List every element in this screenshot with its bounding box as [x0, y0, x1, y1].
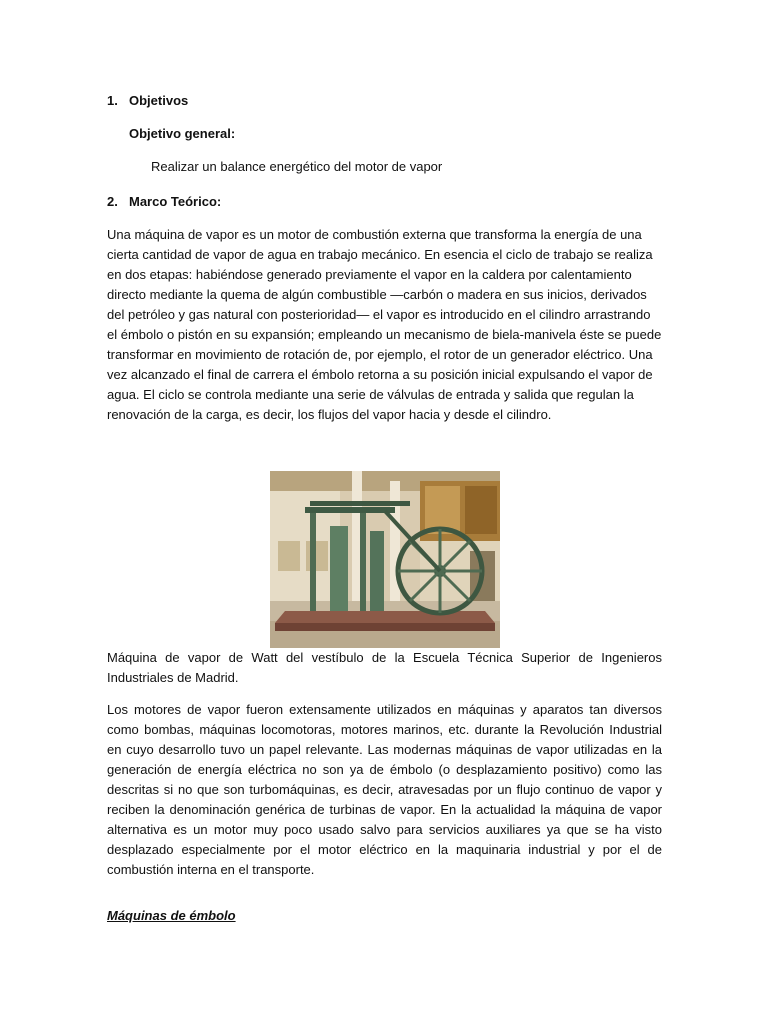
heading-number: 2. — [107, 194, 118, 209]
subheading-objetivo-general: Objetivo general: — [129, 126, 236, 141]
heading-marco-teorico — [107, 192, 221, 212]
section-title-maquinas-de-embolo: Máquinas de émbolo — [107, 908, 236, 923]
intro-paragraph — [107, 225, 662, 425]
objetivo-general-text: Realizar un balance energético del motor de vapor — [151, 159, 443, 174]
heading-objetivos — [107, 91, 188, 111]
paragraph-text: Los motores de vapor fueron extensamente utilizados en máquinas y aparatos tan diversos como bombas, máquinas locomotoras, motores marinos, etc. durante la Revolución Industrial en cuyo desarrollo tuvo un papel relevante. Las modernas máquinas de vapor utilizadas en la generación de energía eléctrica no son ya de émbolo (o desplazamiento positivo) como las descritas si no que son turbomáquinas, es decir, atravesadas por un flujo continuo de vapor y reciben la denominación genérica de turbinas de vapor. En la actualidad la máquina de vapor alternativa es un motor muy poco usado salvo para servicios auxiliares ya que se ha visto desplazado especialmente por el motor eléctrico en la maquinaria industrial y por el de combustión interna en el transporte. — [107, 702, 662, 877]
steam-engine-photo — [270, 471, 500, 648]
paragraph-text: Una máquina de vapor es un motor de combustión externa que transforma la energía de una cierta cantidad de vapor de agua en trabajo mecánico. En esencia el ciclo de trabajo se realiza en dos etapas: habiéndose generado previamente el vapor en la caldera por calentamiento directo mediante la quema de algún combustible —carbón o madera en sus inicios, derivados del petróleo y gas natural con posterioridad— el vapor es introducido en el cilindro arrastrando el émbolo o pistón en su expansión; empleando un mecanismo de biela-manivela éste se puede transformar en movimiento de rotación de, por ejemplo, el rotor de un generador eléctrico. Una vez alcanzado el final de carrera el émbolo retorna a su posición inicial expulsando el vapor de agua. El ciclo se controla mediante una serie de válvulas de entrada y salida que regulan la renovación de la carga, es decir, los flujos del vapor hacia y desde el cilindro. — [107, 227, 662, 422]
heading-title: Marco Teórico: — [129, 194, 222, 209]
caption-text: Máquina de vapor de Watt del vestíbulo de la Escuela Técnica Superior de Ingenieros Industriales de Madrid. — [107, 650, 662, 685]
usos-paragraph — [107, 700, 662, 880]
heading-title: Objetivos — [129, 93, 189, 108]
figure-caption — [107, 648, 662, 688]
heading-number: 1. — [107, 93, 118, 108]
